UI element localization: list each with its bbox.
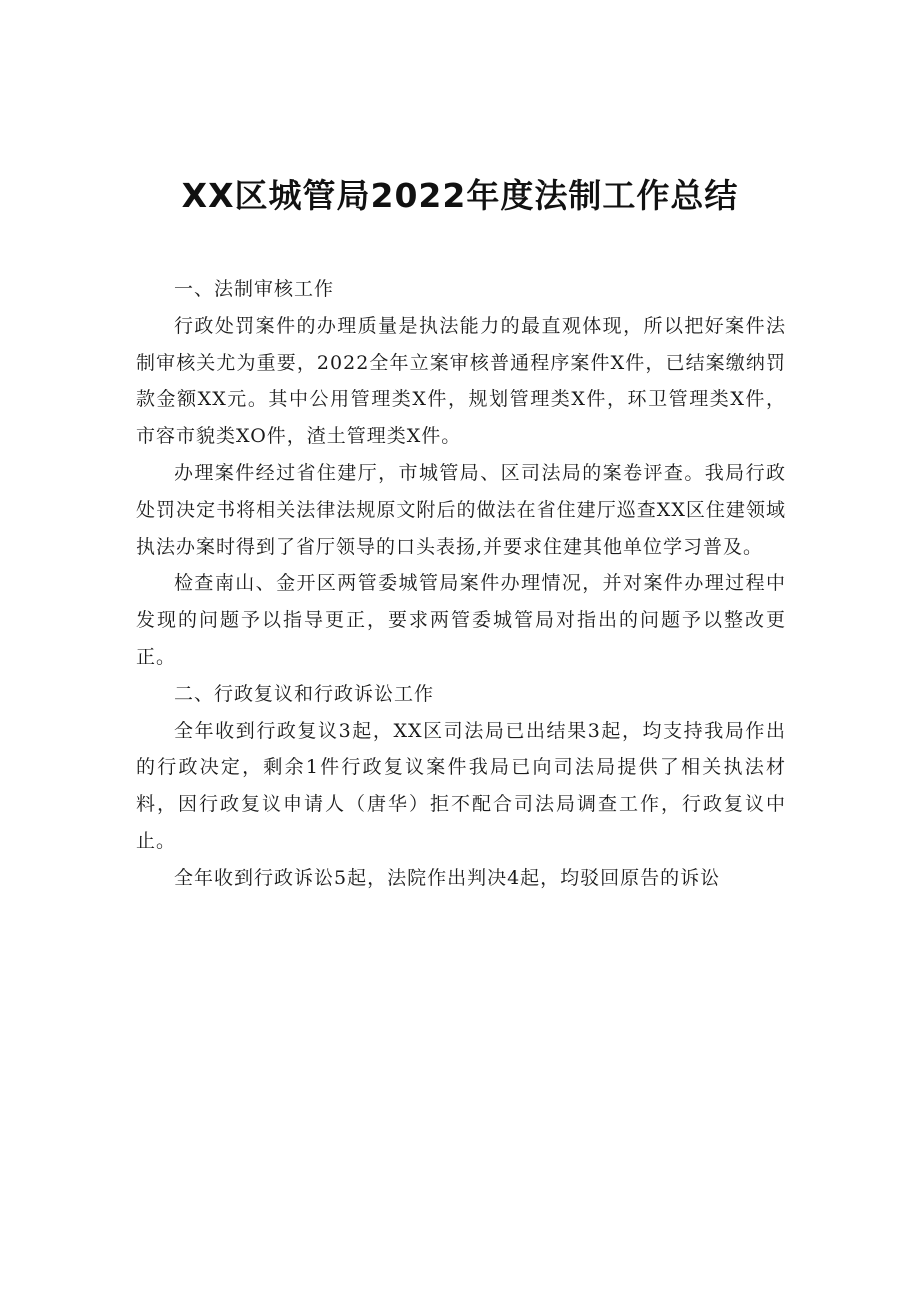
document-body [136, 271, 786, 897]
document-title: XX区城管局2022年度法制工作总结 [181, 176, 739, 215]
paragraph-inspection: 检查南山、金开区两管委城管局案件办理情况，并对案件办理过程中发现的问题予以指导更正，要求两管委城管局对指出的问题予以整改更正。 [136, 572, 786, 668]
section-heading-reconsideration-litigation: 二、行政复议和行政诉讼工作 [174, 682, 435, 705]
paragraph-case-evaluation: 办理案件经过省住建厅，市城管局、区司法局的案卷评查。我局行政处罚决定书将相关法律法规原文附后的做法在省住建厅巡查XX区住建领域执法办案时得到了省厅领导的口头表扬,并要求住建其他单位学习普及。 [136, 461, 786, 558]
paragraph-administrative-litigation: 全年收到行政诉讼5起，法院作出判决4起，均驳回原告的诉讼 [174, 866, 721, 889]
paragraph-case-review-stats: 行政处罚案件的办理质量是执法能力的最直观体现，所以把好案件法制审核关尤为重要，2022全年立案审核普通程序案件X件，已结案缴纳罚款金额XX元。其中公用管理类X件，规划管理类X件，环卫管理类X件，市容市貌类XO件，渣土管理类X件。 [136, 314, 786, 448]
paragraph-administrative-reconsideration: 全年收到行政复议3起，XX区司法局已出结果3起，均支持我局作出的行政决定，剩余1件行政复议案件我局已向司法局提供了相关执法材料，因行政复议申请人（唐华）拒不配合司法局调查工作，行政复议中止。 [136, 719, 786, 852]
section-heading-legal-review: 一、法制审核工作 [174, 278, 335, 300]
